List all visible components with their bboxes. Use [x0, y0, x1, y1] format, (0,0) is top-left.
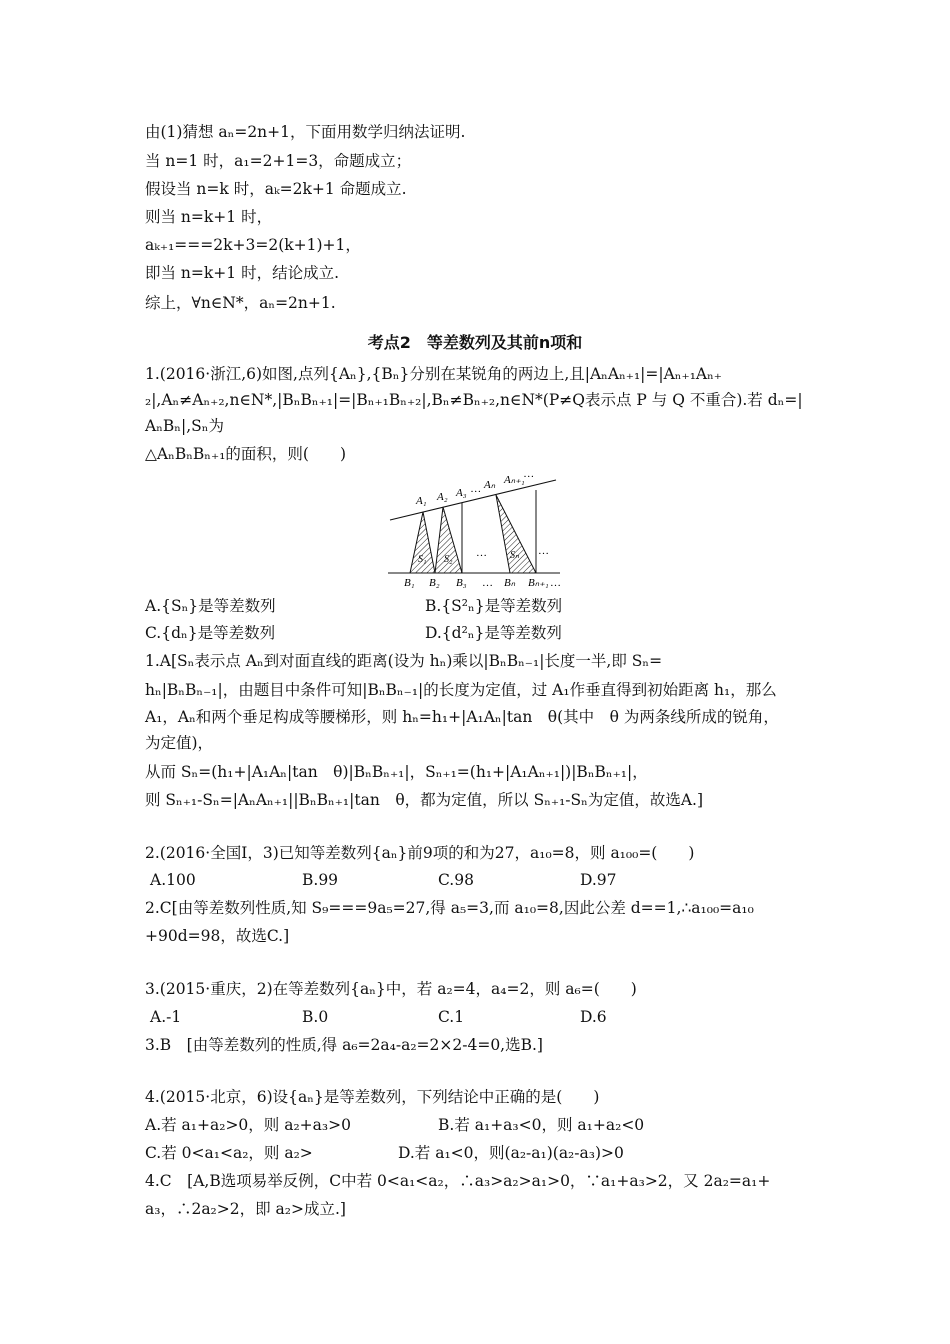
- label-dots-middle: …: [476, 547, 487, 559]
- q1-answer-line-3: A₁，Aₙ和两个垂足构成等腰梯形，则 hₙ=h₁+|A₁Aₙ|tan θ(其中 θ 为两条线所成的锐角，: [145, 708, 779, 726]
- q1-answer-line-4: 为定值)，: [145, 734, 214, 752]
- label-bn1: Bₙ₊₁: [528, 577, 549, 589]
- q4-answer-line-2: a₃，∴2a₂>2，即 a₂>成立.]: [145, 1200, 346, 1218]
- label-s1: S₁: [418, 554, 427, 565]
- q1-answer-line-5: 从而 Sₙ=(h₁+|A₁Aₙ|tan θ)|BₙBₙ₊₁|，Sₙ₊₁=(h₁+|A₁Aₙ₊₁|)|BₙBₙ₊₁|，: [145, 763, 648, 781]
- q1-option-a: A.{Sₙ}是等差数列: [145, 597, 276, 615]
- q2-answer-line-1: 2.C[由等差数列性质,知 S₉===9a₅=27,得 a₅=3,而 a₁₀=8,因此公差 d==1,∴a₁₀₀=a₁₀: [145, 899, 754, 917]
- label-an: Aₙ: [484, 479, 496, 491]
- q1-option-b: B.{S²ₙ}是等差数列: [425, 597, 563, 615]
- label-a3: A₃: [456, 487, 467, 499]
- label-bn: Bₙ: [504, 577, 516, 589]
- q4-option-d: D.若 a₁<0，则(a₂-a₁)(a₂-a₃)>0: [398, 1144, 624, 1162]
- q1-stem-line-4: △AₙBₙBₙ₊₁的面积，则( ): [145, 445, 347, 463]
- label-an1: Aₙ₊₁: [504, 474, 525, 486]
- proof-line-6: 即当 n=k+1 时，结论成立.: [145, 264, 339, 282]
- label-dots-top-2: …: [524, 470, 534, 480]
- label-b3: B₃: [456, 577, 467, 589]
- proof-line-7: 综上，∀n∈N*，aₙ=2n+1.: [145, 294, 336, 312]
- q4-stem: 4.(2015·北京，6)设{aₙ}是等差数列，下列结论中正确的是( ): [145, 1088, 600, 1106]
- q4-option-a: A.若 a₁+a₂>0，则 a₂+a₃>0: [145, 1116, 351, 1134]
- q1-option-c: C.{dₙ}是等差数列: [145, 624, 276, 642]
- q2-option-c: C.98: [438, 871, 474, 889]
- proof-line-1: 由(1)猜想 aₙ=2n+1，下面用数学归纳法证明.: [145, 123, 466, 141]
- q3-option-d: D.6: [580, 1008, 607, 1026]
- q1-stem-line-2: ₂|,Aₙ≠Aₙ₊₂,n∈N*,|BₙBₙ₊₁|=|Bₙ₊₁Bₙ₊₂|,Bₙ≠Bₙ₊₂,n∈N*(P≠Q表示点 P 与 Q 不重合).若 dₙ=|: [145, 391, 803, 409]
- q3-stem: 3.(2015·重庆，2)在等差数列{aₙ}中，若 a₂=4，a₄=2，则 a₆=( ): [145, 980, 637, 998]
- label-sn: Sₙ: [510, 550, 519, 561]
- q4-answer-line-1: 4.C [A,B选项易举反例，C中若 0<a₁<a₂，∴a₃>a₂>a₁>0，∵a₁+a₃>2，又 2a₂=a₁+: [145, 1172, 771, 1190]
- proof-line-3: 假设当 n=k 时，aₖ=2k+1 命题成立.: [145, 180, 407, 198]
- q4-option-c: C.若 0<a₁<a₂，则 a₂>: [145, 1144, 313, 1162]
- q2-option-d: D.97: [580, 871, 617, 889]
- q1-option-d: D.{d²ₙ}是等差数列: [425, 624, 562, 642]
- label-a2: A₂: [437, 491, 448, 503]
- section-title: 考点2 等差数列及其前n项和: [367, 333, 583, 352]
- proof-line-5: aₖ₊₁===2k+3=2(k+1)+1，: [145, 236, 361, 254]
- q3-answer: 3.B [由等差数列的性质,得 a₆=2a₄-a₂=2×2-4=0,选B.]: [145, 1036, 543, 1054]
- q1-answer-line-1: 1.A[Sₙ表示点 Aₙ到对面直线的距离(设为 hₙ)乘以|BₙBₙ₋₁|长度一半,即 Sₙ=: [145, 652, 663, 670]
- label-a1: A₁: [416, 495, 427, 507]
- label-b2: B₂: [429, 577, 440, 589]
- label-dots-top: …: [471, 483, 481, 495]
- q2-option-a: A.100: [150, 871, 196, 889]
- label-dots-bottom: …: [482, 577, 493, 589]
- q4-option-b: B.若 a₁+a₃<0，则 a₁+a₂<0: [438, 1116, 645, 1134]
- label-b1: B₁: [404, 577, 415, 589]
- q2-stem: 2.(2016·全国Ⅰ，3)已知等差数列{aₙ}前9项的和为27，a₁₀=8，则 a₁₀₀=( ): [145, 844, 695, 862]
- q1-answer-line-6: 则 Sₙ₊₁-Sₙ=|AₙAₙ₊₁||BₙBₙ₊₁|tan θ，都为定值，所以 Sₙ₊₁-Sₙ为定值，故选A.]: [145, 791, 704, 809]
- label-dots-right: …: [538, 545, 549, 557]
- proof-line-4: 则当 n=k+1 时，: [145, 208, 273, 226]
- q2-answer-line-2: +90d=98，故选C.]: [145, 927, 290, 945]
- q1-stem-line-1: 1.(2016·浙江,6)如图,点列{Aₙ},{Bₙ}分别在某锐角的两边上,且|AₙAₙ₊₁|=|Aₙ₊₁Aₙ₊: [145, 365, 722, 383]
- label-dots-bottom-2: …: [550, 577, 561, 589]
- q3-option-a: A.-1: [150, 1008, 182, 1026]
- q3-option-c: C.1: [438, 1008, 465, 1026]
- q1-stem-line-3: AₙBₙ|,Sₙ为: [145, 417, 224, 435]
- q3-option-b: B.0: [302, 1008, 329, 1026]
- label-s2: S₂: [444, 554, 453, 565]
- q2-option-b: B.99: [302, 871, 339, 889]
- proof-line-2: 当 n=1 时，a₁=2+1=3，命题成立；: [145, 152, 412, 170]
- q1-answer-line-2: hₙ|BₙBₙ₋₁|，由题目中条件可知|BₙBₙ₋₁|的长度为定值，过 A₁作垂直得到初始距离 h₁，那么: [145, 681, 777, 699]
- triangle-n: [496, 495, 536, 573]
- sequence-triangles-figure: [388, 470, 568, 590]
